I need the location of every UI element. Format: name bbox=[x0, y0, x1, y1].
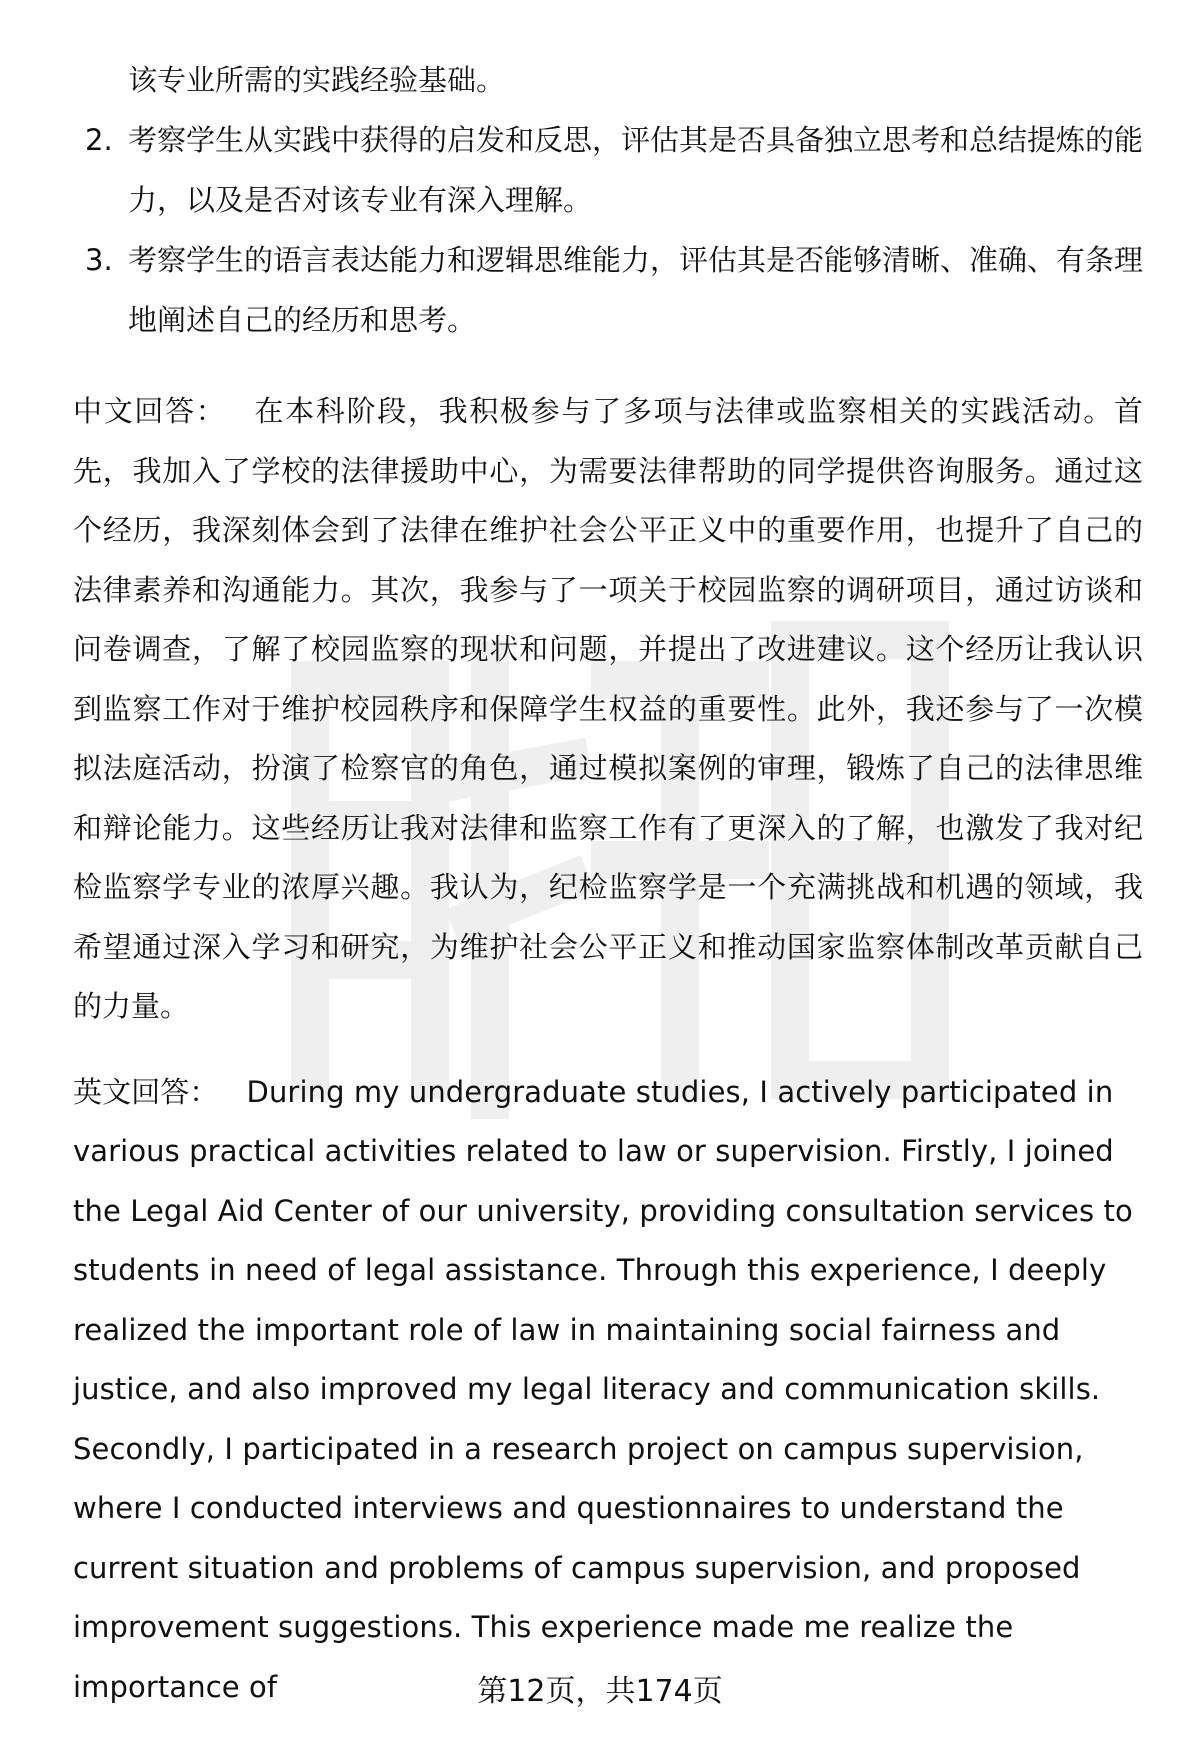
english-answer-text: During my undergraduate studies, I actively participated in various practical activities related to law or supervision. Firstly, I joined the Legal Aid Center of our university, providing consultation services to students in need of legal assistance. Through this experience, I deeply realized the important role of law in maintaining social fairness and justice, and also improved my legal literacy and communication skills. Secondly, I participated in a research project on campus supervision, where I conducted interviews and questionnaires to understand the current situation and problems of campus supervision, and proposed improvement suggestions. This experience made me realize the importance of bbox=[73, 1074, 1133, 1704]
list-item-number: 2. bbox=[85, 123, 113, 157]
list-item bbox=[73, 230, 1143, 350]
page-number-footer: 第12页，共174页 bbox=[477, 1674, 723, 1709]
list-item-text: 考察学生从实践中获得的启发和反思，评估其是否具备独立思考和总结提炼的能力，以及是否对该专业有深入理解。 bbox=[128, 123, 1144, 217]
english-answer-label: 英文回答： bbox=[73, 1074, 219, 1109]
list-item-continuation bbox=[73, 50, 1143, 110]
list-item-text: 该专业所需的实践经验基础。 bbox=[128, 63, 506, 97]
list-item-number: 3. bbox=[85, 243, 113, 277]
chinese-answer-label: 中文回答： bbox=[73, 394, 227, 428]
page-content bbox=[73, 50, 1143, 1717]
criteria-list bbox=[73, 50, 1143, 350]
english-answer-paragraph bbox=[73, 1063, 1143, 1718]
chinese-answer-paragraph bbox=[73, 382, 1143, 1037]
chinese-answer-text: 在本科阶段，我积极参与了多项与法律或监察相关的实践活动。首先，我加入了学校的法律援助中心，为需要法律帮助的同学提供咨询服务。通过这个经历，我深刻体会到了法律在维护社会公平正义中的重要作用，也提升了自己的法律素养和沟通能力。其次，我参与了一项关于校园监察的调研项目，通过访谈和问卷调查，了解了校园监察的现状和问题，并提出了改进建议。这个经历让我认识到监察工作对于维护校园秩序和保障学生权益的重要性。此外，我还参与了一次模拟法庭活动，扮演了检察官的角色，通过模拟案例的审理，锻炼了自己的法律思维和辩论能力。这些经历让我对法律和监察工作有了更深入的了解，也激发了我对纪检监察学专业的浓厚兴趣。我认为，纪检监察学是一个充满挑战和机遇的领域，我希望通过深入学习和研究，为维护社会公平正义和推动国家监察体制改革贡献自己的力量。 bbox=[73, 394, 1143, 1023]
list-item bbox=[73, 110, 1143, 230]
list-item-text: 考察学生的语言表达能力和逻辑思维能力，评估其是否能够清晰、准确、有条理地阐述自己的经历和思考。 bbox=[128, 243, 1144, 337]
